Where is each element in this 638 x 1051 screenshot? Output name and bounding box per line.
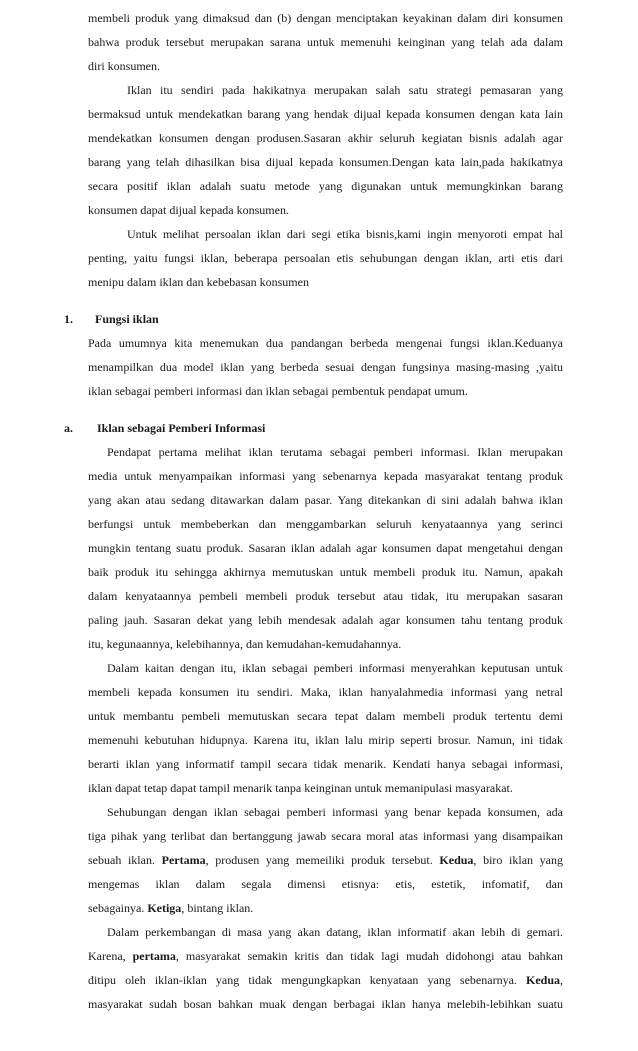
text-line: Pada umumnya kita menemukan dua pandangan berbeda mengenai fungsi iklan.Keduanya [88, 336, 563, 350]
text-line: mendekatkan konsumen dengan produsen.Sasaran akhir seluruh kegiatan bisnis adalah agar [88, 131, 563, 145]
text-line: tiga pihak yang terlibat dan bertanggung jawab secara moral atas informasi yang disampaikan [88, 829, 563, 843]
text-line: membeli kepada konsumen itu sendiri. Maka, iklan hanyalahmedia informasi yang netral [88, 685, 563, 699]
text-line: bahwa produk tersebut merupakan sarana untuk memenuhi keinginan yang telah ada dalam [88, 35, 563, 49]
text-line: Untuk melihat persoalan iklan dari segi etika bisnis,kami ingin menyoroti empat hal [127, 227, 563, 241]
text-line [88, 901, 563, 916]
text-span: Karena, [88, 949, 133, 963]
text-span: sebuah iklan. [88, 853, 162, 867]
text-line: Dalam kaitan dengan itu, iklan sebagai pemberi informasi menyerahkan keputusan untuk [107, 661, 563, 675]
text-line: Pendapat pertama melihat iklan terutama sebagai pemberi informasi. Iklan merupakan [107, 445, 563, 459]
text-line: membeli produk yang dimaksud dan (b) dengan menciptakan keyakinan dalam diri konsumen [88, 11, 563, 25]
text-line: mungkin tentang suatu produk. Sasaran iklan adalah agar konsumen dapat mengetahui dengan [88, 541, 563, 555]
text-line [88, 853, 563, 868]
bold-term: Kedua [525, 973, 560, 987]
text-line: iklan sebagai pemberi informasi dan iklan sebagai pembentuk pendapat umum. [88, 384, 468, 398]
text-line: paling jauh. Sasaran dekat yang lebih mendesak adalah agar konsumen tahu tentang produk [88, 613, 563, 627]
text-line: baik produk itu sehingga akhirnya memutuskan untuk membeli produk itu. Namun, apakah [88, 565, 563, 579]
text-line [88, 949, 563, 964]
text-line: secara positif iklan adalah suatu metode yang digunakan untuk memungkinkan barang [88, 179, 563, 193]
bold-term: pertama [132, 949, 176, 963]
text-span: sebagainya. [88, 901, 148, 915]
text-line: memenuhi kebutuhan hidupnya. Karena itu, iklan lalu mirip seperti brosur. Namun, ini tidak [88, 733, 563, 747]
text-line: Iklan itu sendiri pada hakikatnya merupakan salah satu strategi pemasaran yang [127, 83, 563, 97]
section-heading: Fungsi iklan [95, 312, 159, 326]
text-span: , produsen yang memeiliki produk tersebut. [205, 853, 440, 867]
text-line: media untuk menyampaikan informasi yang sebenarnya kepada masyarakat tentang produk [88, 469, 563, 483]
section-number: 1. [64, 312, 73, 326]
text-line: yang akan atau sedang ditawarkan dalam pasar. Yang ditekankan di sini adalah bahwa iklan [88, 493, 563, 507]
text-line: menipu dalam iklan dan kebebasan konsumen [88, 275, 309, 289]
bold-term: Kedua [439, 853, 474, 867]
text-line: Sehubungan dengan iklan sebagai pemberi informasi yang benar kepada konsumen, ada [107, 805, 563, 819]
text-line [88, 973, 563, 988]
subsection-heading: Iklan sebagai Pemberi Informasi [97, 421, 266, 435]
text-span: , bintang iklan. [181, 901, 254, 915]
text-line: berarti iklan yang informatif tampil secara tidak menarik. Kendati hanya sebagai informasi, [88, 757, 563, 771]
subsection-letter: a. [64, 421, 73, 435]
text-line: dalam kenyataannya pembeli membeli produk tersebut atau tidak, itu merupakan sasaran [88, 589, 563, 603]
text-line: untuk membantu pembeli memutuskan secara tepat dalam membeli produk tertentu demi [88, 709, 563, 723]
text-span: , [560, 973, 563, 987]
text-line: diri konsumen. [88, 59, 160, 73]
text-line: iklan dapat tetap dapat tampil menarik tanpa keinginan untuk memanipulasi masyarakat. [88, 781, 513, 795]
text-line: masyarakat sudah bosan bahkan muak dengan berbagai iklan hanya melebih-lebihkan suatu [88, 997, 563, 1011]
text-span: ditipu oleh iklan-iklan yang tidak mengungkapkan kenyataan yang sebenarnya. [88, 973, 526, 987]
text-line: menampilkan dua model iklan yang berbeda sesuai dengan fungsinya masing-masing ,yaitu [88, 360, 563, 374]
text-line: bermaksud untuk mendekatkan barang yang hendak dijual kepada konsumen dengan kata lain [88, 107, 563, 121]
bold-term: Pertama [161, 853, 206, 867]
text-line: Dalam perkembangan di masa yang akan datang, iklan informatif akan lebih di gemari. [107, 925, 563, 939]
text-line: penting, yaitu fungsi iklan, beberapa persoalan etis sehubungan dengan iklan, arti etis dari [88, 251, 563, 265]
text-line: itu, kegunaannya, kelebihannya, dan kemudahan-kemudahannya. [88, 637, 402, 651]
bold-term: Ketiga [147, 901, 182, 915]
text-span: , masyarakat semakin kritis dan tidak lagi mudah didohongi atau bahkan [175, 949, 563, 963]
text-line: berfungsi untuk membeberkan dan menggambarkan seluruh kenyataannya yang serinci [88, 517, 563, 531]
text-line: barang yang telah dihasilkan bisa dijual kepada konsumen.Dengan kata lain,pada hakikatnya [88, 155, 563, 169]
text-line: konsumen dapat dijual kepada konsumen. [88, 203, 289, 217]
text-span: , biro iklan yang [473, 853, 563, 867]
text-line: mengemas iklan dalam segala dimensi etisnya: etis, estetik, infomatif, dan [88, 877, 563, 891]
